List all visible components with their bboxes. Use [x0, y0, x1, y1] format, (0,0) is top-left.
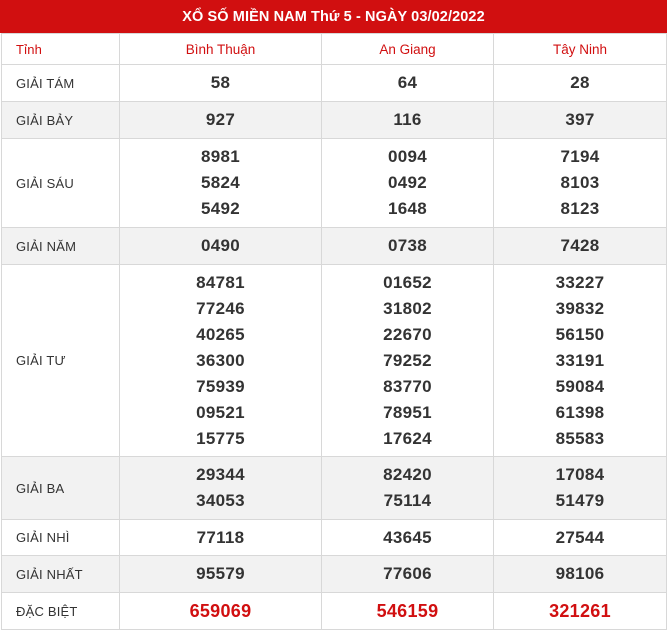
prize-row-nam	[2, 228, 667, 265]
winning-number: 7194	[560, 147, 600, 166]
winning-number: 95579	[196, 564, 245, 583]
winning-number: 34053	[196, 491, 245, 510]
winning-number: 17624	[383, 428, 432, 448]
winning-number: 0738	[387, 236, 428, 255]
winning-number: 77246	[196, 298, 245, 318]
winning-number: 61398	[555, 402, 605, 422]
province-name[interactable]: An Giang	[322, 34, 494, 65]
winning-number: 84781	[196, 272, 245, 292]
winning-number: 0492	[387, 173, 428, 192]
prize-name: GIẢI BẢY	[2, 102, 120, 139]
prize-row-sau	[2, 139, 667, 228]
winning-number: 17084	[555, 465, 605, 484]
prize-row-nhi	[2, 520, 667, 556]
jackpot-number: 321261	[549, 601, 611, 621]
prize-name: ĐẶC BIỆT	[2, 593, 120, 630]
winning-number: 33227	[555, 272, 605, 292]
winning-number: 09521	[196, 402, 245, 422]
winning-number: 79252	[383, 350, 432, 370]
prize-row-tam	[2, 65, 667, 102]
winning-number: 85583	[555, 428, 605, 448]
prize-row-nhat	[2, 556, 667, 593]
prize-row-dac-biet	[2, 593, 667, 630]
winning-number: 78951	[383, 402, 432, 422]
province-name[interactable]: Tây Ninh	[494, 34, 667, 65]
winning-number: 01652	[383, 272, 432, 292]
results-title: XỔ SỐ MIỀN NAM Thứ 5 - NGÀY 03/02/2022	[0, 0, 667, 33]
winning-number: 22670	[383, 324, 432, 344]
winning-number: 82420	[383, 465, 432, 484]
winning-number: 98106	[555, 564, 605, 583]
prize-name: GIẢI TÁM	[2, 65, 120, 102]
winning-number: 51479	[555, 491, 605, 510]
winning-number: 58	[210, 73, 231, 92]
winning-number: 397	[565, 110, 595, 129]
winning-number: 15775	[196, 428, 245, 448]
winning-number: 28	[570, 73, 590, 92]
jackpot-number: 546159	[376, 601, 439, 621]
winning-number: 29344	[196, 465, 245, 484]
winning-number: 77606	[383, 564, 432, 583]
winning-number: 40265	[196, 324, 245, 344]
winning-number: 5492	[200, 199, 241, 218]
winning-number: 36300	[196, 350, 245, 370]
winning-number: 116	[393, 110, 422, 129]
prize-name: GIẢI BA	[2, 457, 120, 520]
results-table	[1, 33, 667, 630]
winning-number: 8981	[200, 147, 241, 166]
jackpot-number: 659069	[189, 601, 252, 621]
winning-number: 39832	[555, 298, 605, 318]
winning-number: 31802	[383, 298, 432, 318]
prize-name: GIẢI NHÌ	[2, 520, 120, 556]
winning-number: 0490	[200, 236, 241, 255]
winning-number: 927	[205, 110, 236, 129]
winning-number: 43645	[383, 527, 432, 547]
winning-number: 59084	[555, 376, 605, 396]
province-name[interactable]: Bình Thuận	[120, 34, 322, 65]
winning-number: 33191	[555, 350, 605, 370]
prize-row-tu	[2, 265, 667, 457]
winning-number: 0094	[387, 147, 428, 166]
prize-name: GIẢI TƯ	[2, 265, 120, 457]
winning-number: 5824	[200, 173, 241, 192]
prize-name: GIẢI SÁU	[2, 139, 120, 228]
prize-row-ba	[2, 457, 667, 520]
winning-number: 83770	[383, 376, 432, 396]
winning-number: 56150	[555, 324, 605, 344]
prize-name: GIẢI NĂM	[2, 228, 120, 265]
winning-number: 7428	[560, 236, 600, 255]
winning-number: 64	[397, 73, 418, 92]
prize-row-bay	[2, 102, 667, 139]
winning-number: 75114	[383, 491, 432, 510]
header-row	[2, 34, 667, 65]
province-column-label: Tỉnh	[2, 34, 120, 65]
winning-number: 8123	[560, 199, 600, 218]
prize-name: GIẢI NHẤT	[2, 556, 120, 593]
winning-number: 27544	[555, 527, 605, 547]
winning-number: 1648	[387, 199, 428, 218]
winning-number: 77118	[196, 527, 245, 547]
winning-number: 75939	[196, 376, 245, 396]
winning-number: 8103	[560, 173, 600, 192]
